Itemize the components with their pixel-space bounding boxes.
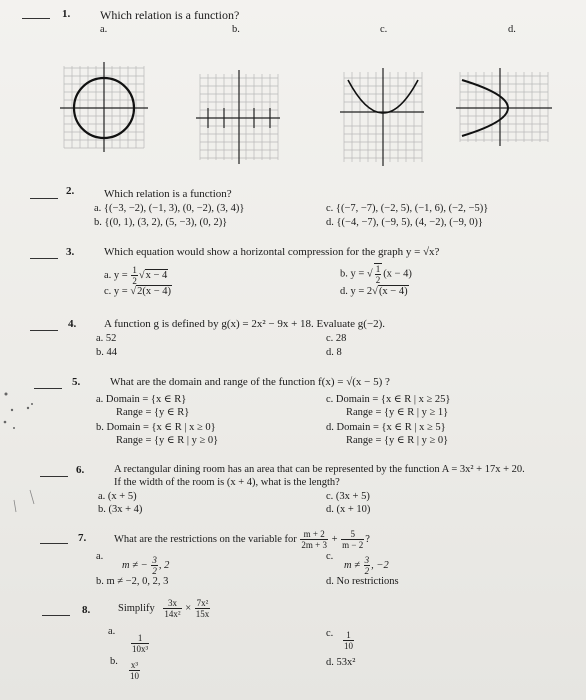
q7-a-num: 3 bbox=[152, 555, 157, 565]
q3-d-label: d. bbox=[340, 286, 348, 297]
q7-c-fraction bbox=[364, 555, 371, 576]
q8-c-fraction bbox=[343, 630, 354, 651]
question-1-prompt: Which relation is a function? bbox=[100, 8, 240, 22]
q6-option-c: c. (3x + 5) bbox=[326, 491, 370, 502]
q3-a-den: 2 bbox=[132, 276, 137, 286]
q8-option-a-label: a. bbox=[108, 626, 116, 637]
q3-option-a: a. y = $\frac{1}{2}$ √x − 4 bbox=[104, 265, 168, 286]
q5-option-d-domain: d. Domain = {x ∈ R | x ≥ 5} bbox=[326, 422, 446, 433]
q7-c-num: 3 bbox=[364, 555, 370, 565]
q8-option-c-label: c. bbox=[326, 628, 334, 639]
question-6-prompt-line2: If the width of the room is (x + 4), what is the length? bbox=[114, 477, 340, 488]
q4-option-c: c. 28 bbox=[326, 333, 347, 344]
q5-option-c-range: Range = {y ∈ R | y ≥ 1} bbox=[346, 407, 449, 418]
q8-b-den: 10 bbox=[130, 671, 139, 681]
answer-blank-3[interactable] bbox=[30, 258, 58, 259]
q8-b-num: x³ bbox=[130, 660, 139, 670]
question-2-prompt: Which relation is a function? bbox=[104, 188, 232, 200]
q8-a-fraction bbox=[131, 633, 149, 654]
answer-blank-8[interactable] bbox=[42, 615, 70, 616]
graph-d-sideways-parabola bbox=[454, 64, 554, 148]
q8-option-d: d. 53x² bbox=[326, 657, 356, 668]
q7-f2-den: m − 2 bbox=[342, 540, 364, 550]
question-4-prompt: A function g is defined by g(x) = 2x² − 9x + 18. Evaluate g(−2). bbox=[104, 318, 386, 330]
q7-option-a bbox=[122, 555, 169, 576]
question-number-4: 4. bbox=[68, 318, 77, 330]
q8-c-den: 10 bbox=[344, 641, 353, 651]
q5-option-a-range: Range = {y ∈ R} bbox=[116, 407, 190, 418]
q3-c-eq: y = bbox=[113, 286, 128, 297]
q3-a-num: 1 bbox=[132, 265, 137, 275]
answer-blank-4[interactable] bbox=[30, 330, 58, 331]
q3-a-eq: y = bbox=[113, 269, 128, 281]
q6-option-d: d. (x + 10) bbox=[326, 504, 371, 515]
question-number-3: 3. bbox=[66, 246, 75, 258]
q7-prompt-text: What are the restrictions on the variable for bbox=[114, 533, 297, 545]
q5-option-c-domain: c. Domain = {x ∈ R | x ≥ 25} bbox=[326, 394, 451, 405]
q8-f2-den: 15x bbox=[195, 609, 210, 619]
answer-blank-1[interactable] bbox=[22, 18, 50, 19]
q7-f1-den: 2m + 3 bbox=[301, 540, 327, 550]
question-8-prompt bbox=[118, 598, 211, 619]
q3-c-label: c. bbox=[104, 286, 112, 297]
question-number-7: 7. bbox=[78, 532, 87, 544]
q7-f2-num: 5 bbox=[341, 529, 364, 540]
q4-option-d: d. 8 bbox=[326, 347, 342, 358]
q7-question-mark: ? bbox=[365, 533, 370, 545]
q5-option-a-domain: a. Domain = {x ∈ R} bbox=[96, 394, 187, 405]
question-number-2: 2. bbox=[66, 185, 75, 197]
q3-b-label: b. bbox=[340, 268, 348, 280]
pencil-marks bbox=[0, 380, 50, 550]
question-number-1: 1. bbox=[62, 8, 71, 20]
q7-a-fraction bbox=[151, 555, 158, 576]
q8-b-fraction bbox=[129, 660, 140, 681]
q7-option-b: b. m ≠ −2, 0, 2, 3 bbox=[96, 576, 169, 587]
q8-a-num: 1 bbox=[131, 633, 149, 644]
q2-option-c: c. {(−7, −7), (−2, 5), (−1, 6), (−2, −5)} bbox=[326, 203, 489, 214]
q1-label-a: a. bbox=[100, 24, 108, 35]
q4-option-b: b. 44 bbox=[96, 347, 117, 358]
q7-a-post: , 2 bbox=[158, 559, 170, 571]
q7-fraction-1 bbox=[300, 529, 328, 550]
q1-label-b: b. bbox=[232, 24, 240, 35]
q8-option-a bbox=[130, 633, 150, 654]
graph-c-curve bbox=[340, 66, 424, 170]
question-7-prompt bbox=[114, 529, 370, 550]
q7-plus: + bbox=[331, 533, 338, 545]
question-number-6: 6. bbox=[76, 464, 85, 476]
q1-label-c: c. bbox=[380, 24, 388, 35]
q3-d-eq: y = 2 bbox=[350, 286, 373, 297]
q3-b-eq: y = bbox=[350, 268, 365, 280]
q8-option-b-label: b. bbox=[110, 656, 118, 667]
q2-option-b: b. {(0, 1), (3, 2), (5, −3), (0, 2)} bbox=[94, 217, 228, 228]
q7-c-post: , −2 bbox=[371, 559, 389, 571]
q8-f2-num: 7x² bbox=[196, 598, 209, 608]
q3-option-b: b. y = √ $\frac{1}{2}$ (x − 4) bbox=[340, 264, 412, 285]
q7-option-c bbox=[344, 555, 389, 576]
q8-fraction-2 bbox=[195, 598, 211, 619]
graph-b-vertical-segments bbox=[196, 68, 280, 168]
question-3-prompt: Which equation would show a horizontal compression for the graph y = √x? bbox=[104, 246, 440, 258]
q7-a-den: 2 bbox=[152, 566, 157, 576]
question-5-prompt: What are the domain and range of the function f(x) = √(x − 5) ? bbox=[110, 376, 390, 388]
q3-d-radicand: (x − 4) bbox=[378, 286, 408, 297]
q5-option-b-domain: b. Domain = {x ∈ R | x ≥ 0} bbox=[96, 422, 216, 433]
q3-b-num: 1 bbox=[375, 264, 381, 274]
q3-option-d: d. y = 2√(x − 4) bbox=[340, 286, 408, 297]
q7-f1-num: m + 2 bbox=[300, 529, 328, 540]
q7-fraction-2 bbox=[341, 529, 364, 550]
question-6-prompt-line1: A rectangular dining room has an area that can be represented by the function A = 3x² + 17x + 20. bbox=[114, 464, 525, 475]
q2-option-a: a. {(−3, −2), (−1, 3), (0, −2), (3, 4)} bbox=[94, 203, 245, 214]
q5-option-d-range: Range = {y ∈ R | y ≥ 0} bbox=[346, 435, 449, 446]
q7-option-d: d. No restrictions bbox=[326, 576, 399, 587]
q1-label-d: d. bbox=[508, 24, 516, 35]
q3-a-radicand: x − 4 bbox=[145, 269, 168, 281]
q3-b-rest: (x − 4) bbox=[383, 268, 412, 280]
q3-b-den: 2 bbox=[375, 275, 381, 285]
q2-option-d: d. {(−4, −7), (−9, 5), (4, −2), (−9, 0)} bbox=[326, 217, 483, 228]
q7-c-pre: m ≠ bbox=[344, 559, 360, 571]
q8-option-c bbox=[342, 630, 355, 651]
q7-a-pre: m ≠ − bbox=[122, 559, 148, 571]
q8-option-b bbox=[128, 660, 141, 681]
q3-option-c: c. y = √2(x − 4) bbox=[104, 286, 172, 297]
q5-option-b-range: Range = {y ∈ R | y ≥ 0} bbox=[116, 435, 219, 446]
q8-f1-den: 14x² bbox=[164, 609, 181, 619]
q8-prompt-text: Simplify bbox=[118, 602, 155, 614]
q4-option-a: a. 52 bbox=[96, 333, 117, 344]
q3-a-label: a. bbox=[104, 269, 112, 281]
q8-fraction-1 bbox=[163, 598, 181, 619]
q6-option-b: b. (3x + 4) bbox=[98, 504, 143, 515]
q7-c-den: 2 bbox=[364, 566, 370, 576]
q8-a-den: 10x³ bbox=[132, 644, 149, 654]
q7-option-a-label: a. bbox=[96, 551, 104, 562]
q3-c-radicand: 2(x − 4) bbox=[137, 286, 172, 297]
answer-blank-2[interactable] bbox=[30, 198, 58, 199]
q8-c-num: 1 bbox=[343, 630, 354, 641]
question-number-5: 5. bbox=[72, 376, 81, 388]
question-number-8: 8. bbox=[82, 604, 91, 616]
q3-b-fraction bbox=[374, 263, 383, 285]
graph-a-circle bbox=[60, 56, 148, 156]
q7-option-c-label: c. bbox=[326, 551, 334, 562]
q8-times: × bbox=[185, 602, 192, 614]
q6-option-a: a. (x + 5) bbox=[98, 491, 137, 502]
q3-a-fraction bbox=[131, 265, 138, 286]
q8-f1-num: 3x bbox=[163, 598, 181, 609]
